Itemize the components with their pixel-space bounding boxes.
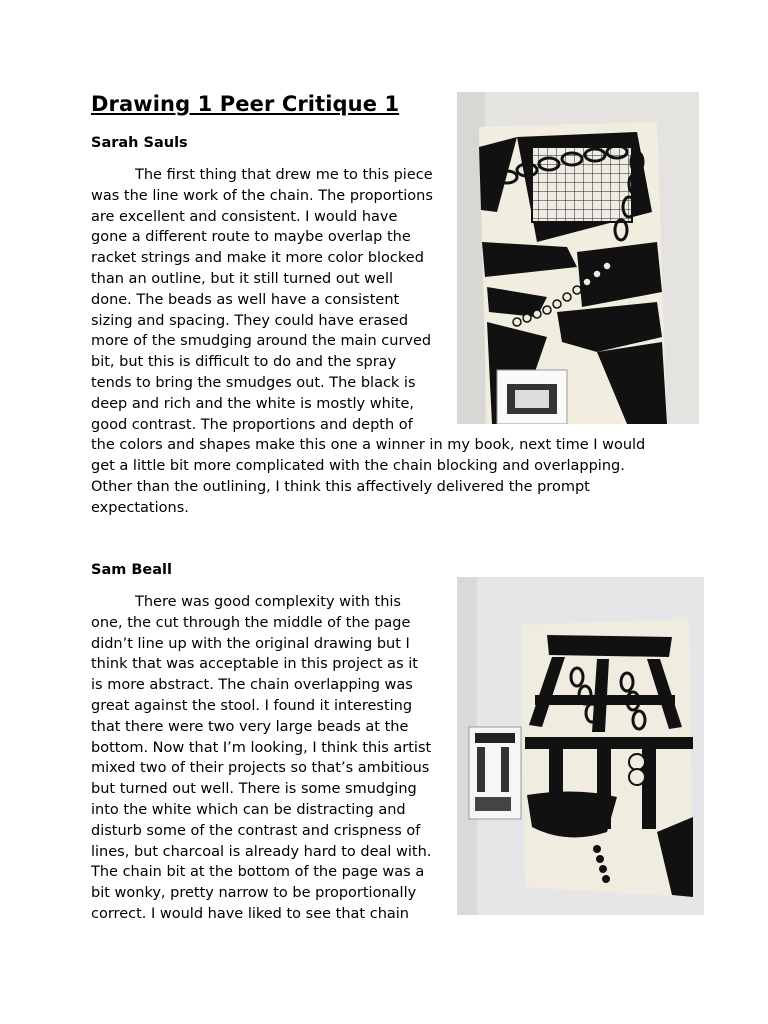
text-line: but turned out well. There is some smudging (91, 781, 417, 798)
text-line: tends to bring the smudges out. The black is (91, 374, 416, 391)
text-line: one, the cut through the middle of the page (91, 614, 411, 631)
text-line: deep and rich and the white is mostly white, (91, 395, 415, 412)
text-line: lines, but charcoal is already hard to deal with. (91, 843, 432, 860)
text-line: was the line work of the chain. The proportions (91, 187, 433, 204)
text-line: sizing and spacing. They could have erased (91, 312, 409, 329)
text-line: mixed two of their projects so that’s ambitious (91, 760, 430, 777)
text-line: more of the smudging around the main curved (91, 333, 432, 350)
text-line: done. The beads as well have a consistent (91, 291, 400, 308)
text-line: racket strings and make it more color blocked (91, 250, 424, 267)
text-line: didn’t line up with the original drawing but I (91, 635, 410, 652)
text-line: bottom. Now that I’m looking, I think this artist (91, 739, 432, 756)
text-line: bit wonky, pretty narrow to be proportionally (91, 885, 417, 902)
artwork-photo-2 (457, 577, 704, 915)
text-line: that there were two very large beads at the (91, 718, 409, 735)
artwork-photo-1 (457, 92, 699, 424)
text-line: expectations. (91, 499, 189, 516)
text-line: Other than the outlining, I think this affectively delivered the prompt (91, 478, 590, 495)
text-line: into the white which can be distracting and (91, 801, 406, 818)
critique-author-1: Sarah Sauls (91, 135, 188, 151)
text-line: are excellent and consistent. I would have (91, 208, 398, 225)
text-line: the colors and shapes make this one a winner in my book, next time I would (91, 437, 646, 454)
text-line: disturb some of the contrast and crispness of (91, 822, 421, 839)
page-title: Drawing 1 Peer Critique 1 (91, 92, 400, 116)
critique-author-2: Sam Beall (91, 562, 172, 578)
critique-body-2 (91, 592, 431, 925)
text-line: The first thing that drew me to this piece (135, 167, 433, 183)
text-line: great against the stool. I found it interesting (91, 697, 413, 714)
text-line: than an outline, but it still turned out well (91, 270, 394, 287)
text-line: There was good complexity with this (135, 594, 401, 610)
text-line: think that was acceptable in this project as it (91, 656, 418, 673)
text-line: is more abstract. The chain overlapping was (91, 677, 413, 694)
text-line: bit, but this is difficult to do and the spray (91, 354, 397, 371)
text-line: correct. I would have liked to see that chain (91, 905, 409, 922)
text-line: get a little bit more complicated with the chain blocking and overlapping. (91, 458, 625, 475)
text-line: gone a different route to maybe overlap the (91, 229, 411, 246)
text-line: good contrast. The proportions and depth of (91, 416, 413, 433)
text-line: The chain bit at the bottom of the page was a (91, 864, 425, 881)
